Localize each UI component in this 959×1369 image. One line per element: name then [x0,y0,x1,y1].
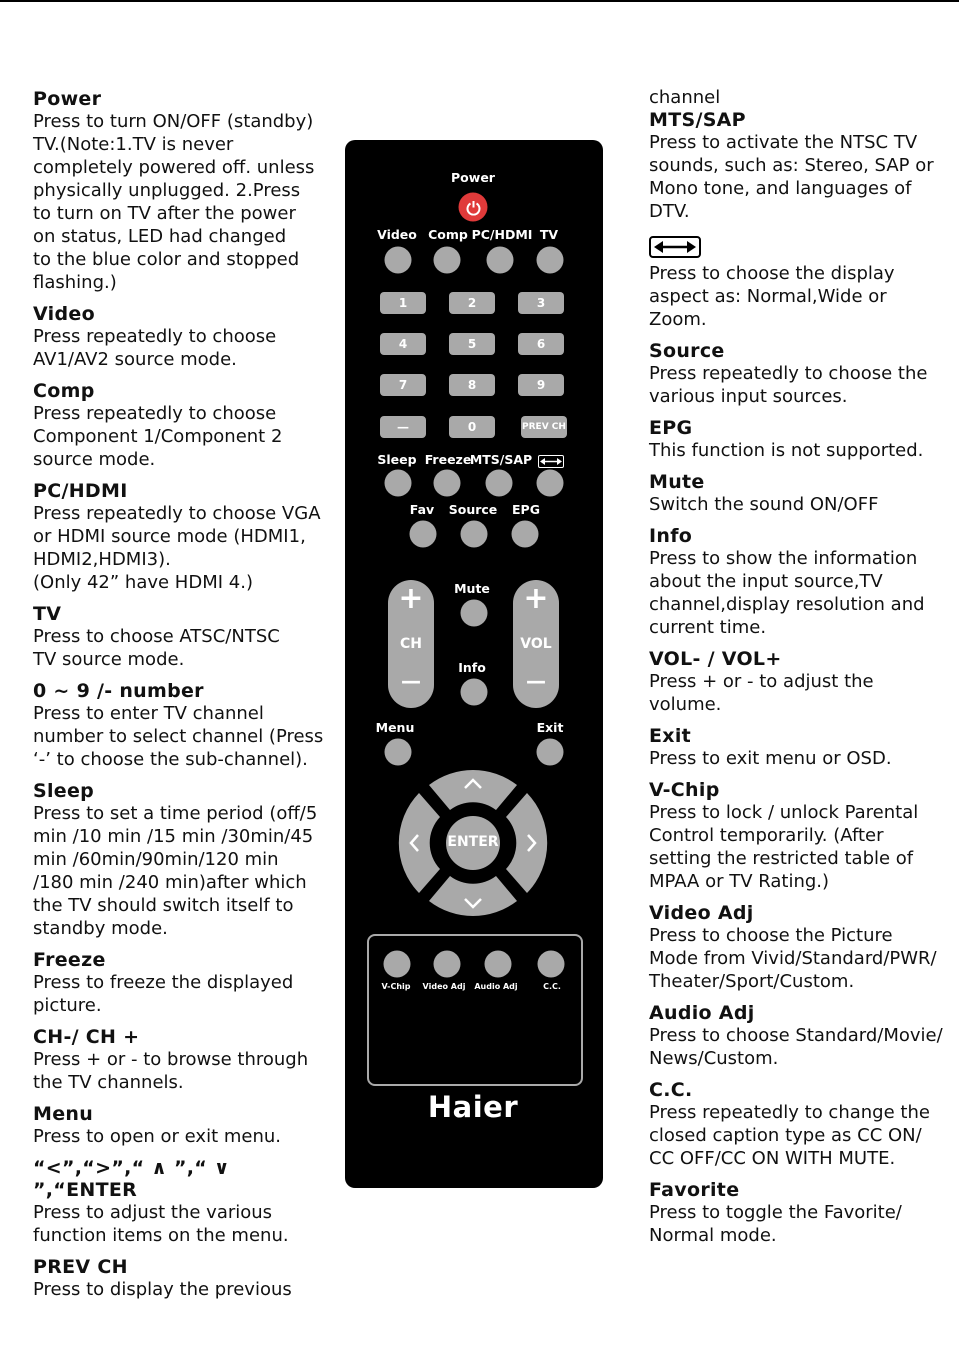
digit-5-button: 5 [449,333,495,355]
entry-prev-ch-continued [649,86,949,109]
fav-label: Fav [409,502,435,517]
nav-right [506,793,547,893]
heading: Menu [33,1103,94,1125]
info-button [461,679,488,706]
tv-button [537,247,564,274]
digit-1-button: 1 [380,292,426,314]
entry-v-chip [649,779,949,893]
pc-hdmi-button [487,247,514,274]
heading: Exit [649,725,692,747]
vol-minus: — [526,669,546,693]
source-label: Source [448,502,498,517]
heading: Favorite [649,1179,740,1201]
exit-button [537,739,564,766]
description: Press to freeze the displayed picture. [33,972,294,1016]
description: Press + or - to adjust the volume. [649,671,874,715]
entry-comp [33,380,328,471]
entry-aspect [649,232,949,331]
digit-3-button: 3 [518,292,564,314]
description: Switch the sound ON/OFF [649,494,879,515]
heading: Video [33,303,95,325]
prev-ch-button: PREV CH [521,416,567,438]
digit-0-button: 0 [449,416,495,438]
digit-6-button: 6 [518,333,564,355]
heading: Info [649,525,693,547]
heading: Mute [649,471,705,493]
sleep-label: Sleep [377,452,417,467]
right-column [649,86,949,1247]
description: Press to turn ON/OFF (standby) TV.(Note:1.TV is never completely powered off. unless physically unplugged. 2.Press to turn on TV after the power on status, LED had changed to the blue color and stopped flashing.) [33,111,315,293]
freeze-label: Freeze [424,452,472,467]
description: Press repeatedly to choose AV1/AV2 source mode. [33,326,277,370]
entry-source [649,340,949,408]
entry-exit [649,725,949,770]
audio-adj-button [485,951,512,978]
heading: MTS/SAP [649,109,746,131]
heading: TV [33,603,62,625]
left-column [33,88,328,1301]
v-chip-button [384,951,411,978]
entry-tv [33,603,328,671]
description: Press to show the information about the input source,TV channel,display resolution and current time. [649,548,925,638]
vol-plus: + [523,581,549,616]
entry-cc [649,1079,949,1170]
description: Press repeatedly to change the closed caption type as CC ON/ CC OFF/CC ON WITH MUTE. [649,1102,930,1169]
menu-label: Menu [375,720,415,735]
menu-button [385,739,412,766]
source-button [461,521,488,548]
entry-video-adj [649,902,949,993]
description: channel [649,87,721,108]
entry-video [33,303,328,371]
channel-rocker [388,580,434,708]
epg-label: EPG [512,502,540,517]
description: Press to exit menu or OSD. [649,748,892,769]
video-button [385,247,412,274]
heading: Comp [33,380,95,402]
description: Press to choose ATSC/NTSC TV source mode. [33,626,280,670]
freeze-button [434,470,461,497]
digit-8-button: 8 [449,374,495,396]
exit-label: Exit [536,720,564,735]
dash-button: — [380,416,426,438]
audio-adj-label: Audio Adj [474,982,518,991]
entry-mts-sap [649,109,949,223]
description: Press repeatedly to choose the various input sources. [649,363,928,407]
brand-logo: Haier [427,1090,519,1124]
description: Press to choose the display aspect as: Normal,Wide or Zoom. [649,263,895,330]
heading: CH-/ CH + [33,1026,140,1048]
top-rule [0,0,959,2]
aspect-arrow-icon [538,455,564,468]
description: Press to activate the NTSC TV sounds, such as: Stereo, SAP or Mono tone, and languages of DTV. [649,132,934,222]
power-button [459,193,488,222]
entry-power [33,88,328,294]
ch-label: CH [400,636,422,652]
entry-audio-adj [649,1002,949,1070]
ch-minus: — [401,669,421,693]
description: This function is not supported. [649,440,924,461]
description: Press to display the previous [33,1279,292,1300]
cc-button [538,951,565,978]
digit-2-button: 2 [449,292,495,314]
cc-label: C.C. [543,982,561,991]
digit-9-button: 9 [518,374,564,396]
video-adj-label: Video Adj [422,982,466,991]
heading: Audio Adj [649,1002,755,1024]
heading: C.C. [649,1079,693,1101]
nav-left [399,793,440,893]
mts-sap-label: MTS/SAP [469,452,533,467]
entry-prev-ch [33,1256,328,1301]
aspect-arrow-icon [649,236,701,258]
comp-label: Comp [428,227,468,242]
heading: “<”,“>”,“ ∧ ”,“ ∨ ”,“ENTER [33,1157,230,1201]
description: Press to choose Standard/Movie/ News/Custom. [649,1025,943,1069]
entry-favorite [649,1179,949,1247]
entry-mute [649,471,949,516]
tv-label: TV [539,227,559,242]
heading: V-Chip [649,779,720,801]
heading: EPG [649,417,693,439]
info-label: Info [458,660,486,675]
description: Press to enter TV channel number to select channel (Press ‘-’ to choose the sub-channel). [33,703,324,770]
heading: PREV CH [33,1256,128,1278]
heading: Freeze [33,949,106,971]
ch-plus: + [398,581,424,616]
video-adj-button [434,951,461,978]
sleep-button [385,470,412,497]
digit-7-button: 7 [380,374,426,396]
description: Press to lock / unlock Parental Control temporarily. (After setting the restricted table of MPAA or TV Rating.) [649,802,919,892]
entry-pc-hdmi [33,480,328,594]
entry-volume [649,648,949,716]
mts-sap-button [486,470,513,497]
comp-button [434,247,461,274]
description: Press to open or exit menu. [33,1126,282,1147]
power-icon [465,199,481,215]
description: Press to choose the Picture Mode from Vivid/Standard/PWR/ Theater/Sport/Custom. [649,925,937,992]
heading: Sleep [33,780,95,802]
description: Press to toggle the Favorite/ Normal mode. [649,1202,902,1246]
remote-control-illustration [345,140,603,1188]
mute-button [461,600,488,627]
entry-sleep [33,780,328,940]
entry-freeze [33,949,328,1017]
aspect-button [537,470,564,497]
mute-label: Mute [454,581,490,596]
digit-4-button: 4 [380,333,426,355]
v-chip-label: V-Chip [381,982,411,991]
entry-number [33,680,328,771]
power-label: Power [451,170,495,185]
nav-up [429,770,517,810]
heading: VOL- / VOL+ [649,648,782,670]
heading: Source [649,340,725,362]
epg-button [512,521,539,548]
description: Press repeatedly to choose Component 1/Component 2 source mode. [33,403,283,470]
entry-navigation [33,1157,328,1247]
description: Press repeatedly to choose VGA or HDMI source mode (HDMI1, HDMI2,HDMI3). (Only 42” have HDMI 4.) [33,503,321,593]
volume-rocker [513,580,559,708]
entry-epg [649,417,949,462]
description: Press + or - to browse through the TV channels. [33,1049,309,1093]
entry-channel [33,1026,328,1094]
description: Press to adjust the various function items on the menu. [33,1202,289,1246]
heading: Power [33,88,102,110]
fav-button [410,521,437,548]
video-label: Video [377,227,417,242]
description: Press to set a time period (off/5 min /10 min /15 min /30min/45 min /60min/90min/120 min /180 min /240 min)after which the TV should switch itself to standby mode. [33,803,318,939]
heading: Video Adj [649,902,754,924]
entry-menu [33,1103,328,1148]
heading: PC/HDMI [33,480,128,502]
nav-down [429,876,517,916]
heading: 0 ~ 9 /- number [33,680,204,702]
enter-label: ENTER [447,834,499,850]
entry-info [649,525,949,639]
vol-label: VOL [520,636,552,652]
pc-hdmi-label: PC/HDMI [471,227,533,242]
